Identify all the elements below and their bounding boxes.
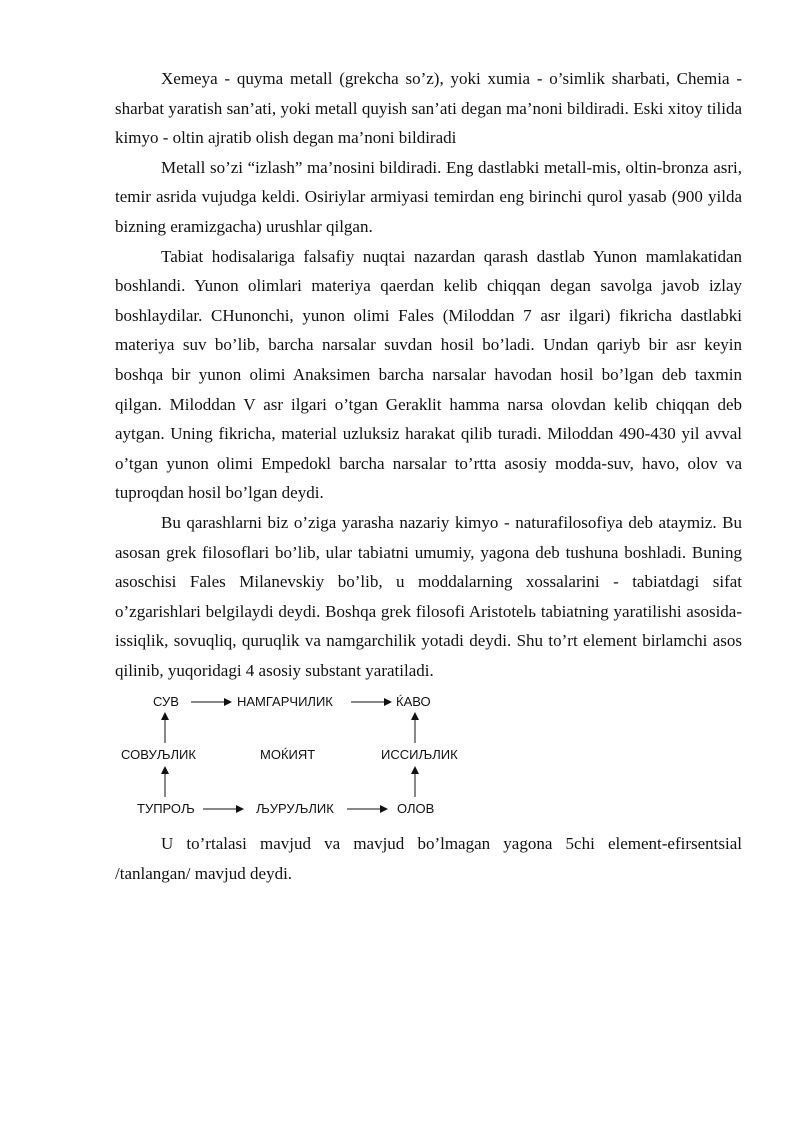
node-sovuqlik: СОВУЉЛИК bbox=[121, 747, 196, 763]
paragraph-greek-philosophers: Tabiat hodisalariga falsafiy nuqtai nazardan qarash dastlab Yunon mamlakatidan boshlandi. Yunon olimlari materiya qaerdan kelib chiqqan degan savolga javob izlay boshlaydilar. CHunonchi, yunon olimi Fales (Miloddan 7 asr ilgari) fikricha dastlabki materiya suv bo’lib, barcha narsalar suvdan hosil bo’ladi. Undan qariyb bir asr keyin boshqa bir yunon olimi Anaksimen barcha narsalar havodan hosil bo’lgan deb taxmin qilgan. Miloddan V asr ilgari o’tgan Geraklit hamma narsa olovdan kelib chiqqan deb aytgan. Uning fikricha, material uzluksiz harakat qilib turadi. Miloddan 490-430 yil avval o’tgan yunon olimi Empedokl barcha narsalar to’rtta asosiy modda-suv, havo, olov va tuproqdan hosil bo’lgan deydi. bbox=[115, 246, 742, 503]
node-issiqlik: ИССИЉЛИК bbox=[381, 747, 458, 763]
node-mohiyat: МОЌИЯТ bbox=[260, 747, 316, 763]
node-tuproq: ТУПРОЉ bbox=[137, 801, 195, 817]
paragraph-metal: Metall so’zi “izlash” ma’nosini bildiradi. Eng dastlabki metall-mis, oltin-bronza asri, temir asrida vujudga keldi. Osiriylar armiyasi temirdan eng birinchi qurol yasab (900 yilda bizning eramizgacha) urushlar qilgan. bbox=[115, 157, 742, 236]
document-page bbox=[115, 64, 742, 889]
node-suv: СУВ bbox=[153, 694, 179, 710]
paragraph-fifth-element: U to’rtalasi mavjud va mavjud bo’lmagan yagona 5chi element-efirsentsial /tanlangan/ mavjud deydi. bbox=[115, 834, 742, 884]
paragraph-etymology: Xemeya - quyma metall (grekcha so’z), yoki xumia - o’simlik sharbati, Chemia - sharbat yaratish san’ati, yoki metall quyish san’ati degan ma’noni bildiradi. Eski xitoy tilida kimyo - oltin ajratib olish degan ma’noni bildiradi bbox=[115, 69, 742, 148]
elements-diagram bbox=[115, 691, 742, 829]
node-havo: ЌАВО bbox=[396, 694, 431, 710]
node-namgarchilik: НАМГАРЧИЛИК bbox=[237, 694, 333, 710]
node-quruqlik: ЉУРУЉЛИК bbox=[256, 801, 334, 817]
paragraph-natural-philosophy: Bu qarashlarni biz o’ziga yarasha nazariy kimyo - naturafilosofiya deb ataymiz. Bu asosan grek filosoflari bo’lib, ular tabiatni umumiy, yagona deb tushuna boshladi. Buning asoschisi Fales Milanevskiy bo’lib, u moddalarning xossalarini - tabiatdagi sifat o’zgarishlari belgilaydi deydi. Boshqa grek filosofi Aristotelь tabiatning yaratilishi asosida-issiqlik, sovuqliq, quruqlik va namgarchilik yotadi deydi. Shu to’rt element birlamchi asos qilinib, yuqoridagi 4 asosiy substant yaratiladi. bbox=[115, 512, 742, 680]
node-olov: ОЛОВ bbox=[397, 801, 435, 817]
